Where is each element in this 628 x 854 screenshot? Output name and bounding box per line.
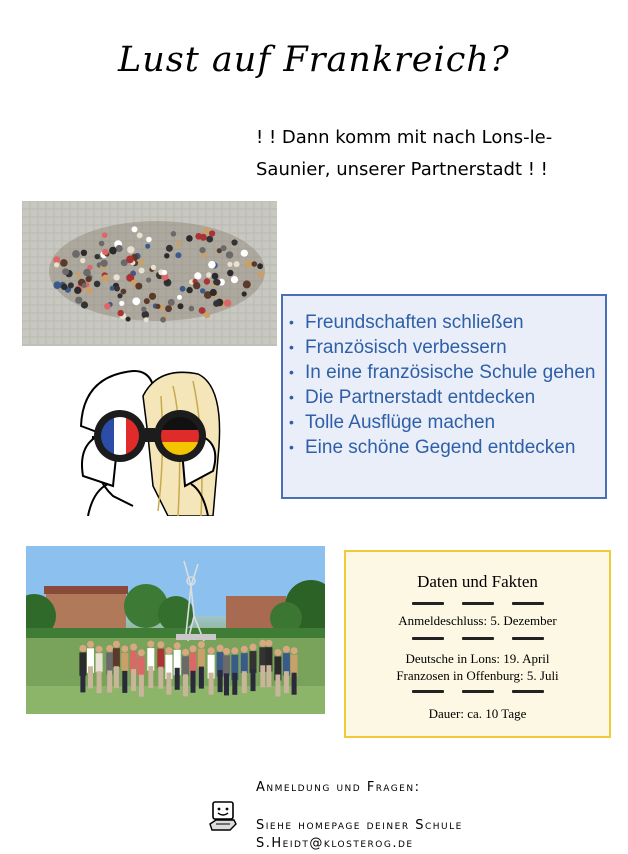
footer-email[interactable]: S.Heidt@klosterog.de <box>256 836 414 851</box>
crowd-person <box>177 295 182 300</box>
crowd-person <box>94 281 101 288</box>
crowd-person <box>213 300 220 307</box>
crowd-person-legs <box>224 673 229 695</box>
crowd-person <box>60 259 68 267</box>
crowd-person-head <box>138 649 145 656</box>
crowd-person-head <box>182 649 189 656</box>
crowd-person <box>193 282 200 289</box>
crowd-person-head <box>265 640 272 647</box>
crowd-person <box>104 303 111 310</box>
page-title: Lust auf Frankreich? <box>118 40 510 80</box>
crowd-person <box>81 250 87 256</box>
crowd-person <box>116 245 123 252</box>
crowd-person-head <box>87 641 94 648</box>
crowd-person <box>227 262 232 267</box>
benefit-item: • Tolle Ausflüge machen <box>289 412 496 433</box>
crowd-person <box>234 261 240 267</box>
crowd-person <box>53 281 61 289</box>
crowd-person <box>85 287 92 294</box>
crowd-person <box>231 276 238 283</box>
crowd-person <box>241 653 248 673</box>
crowd-person-legs <box>158 667 163 689</box>
crowd-person-legs <box>209 673 214 695</box>
crowd-person <box>74 287 81 294</box>
crowd-person-legs <box>114 666 119 688</box>
dash-divider <box>346 637 609 640</box>
crowd-person <box>82 283 87 288</box>
crowd-person <box>157 649 164 669</box>
crowd-person-head <box>198 641 205 648</box>
crowd-person <box>96 653 103 672</box>
crowd-person-legs <box>284 671 289 693</box>
benefit-item: • In eine französische Schule gehen <box>289 362 596 383</box>
facts-title: Daten und Fakten <box>417 572 538 591</box>
crowd-person-head <box>291 647 298 654</box>
crowd-person <box>151 265 156 270</box>
crowd-person <box>257 263 263 269</box>
crowd-person <box>118 310 124 316</box>
crowd-person <box>135 283 142 290</box>
crowd-person <box>132 297 140 305</box>
crowd-person <box>171 231 177 237</box>
crowd-person-head <box>274 649 281 656</box>
benefit-text: Eine schöne Gegend entdecken <box>305 437 576 458</box>
crowd-person <box>189 306 195 312</box>
crowd-person-legs <box>251 669 256 691</box>
crowd-person <box>242 291 247 296</box>
fact-duration: Dauer: ca. 10 Tage <box>428 706 527 721</box>
crowd-person-head <box>130 644 137 651</box>
crowd-person <box>145 244 150 249</box>
fact-deadline: Anmeldeschluss: 5. Dezember <box>398 613 557 628</box>
crowd-person-legs <box>275 675 280 697</box>
crowd-person <box>223 655 230 675</box>
crowd-person <box>119 301 124 306</box>
benefit-text: Tolle Ausflüge machen <box>305 412 496 433</box>
crowd-person <box>75 297 82 304</box>
benefit-item: • Französisch verbessern <box>289 337 507 358</box>
crowd-person-legs <box>107 671 112 693</box>
crowd-person-legs <box>131 669 136 691</box>
crowd-person <box>182 656 189 676</box>
crowd-person <box>72 250 80 258</box>
crowd-person <box>54 262 59 267</box>
crowd-person <box>102 275 109 282</box>
crowd-person <box>141 307 146 312</box>
crowd-person <box>162 270 167 275</box>
crowd-person <box>186 287 192 293</box>
crowd-person-head <box>121 645 128 652</box>
crowd-person <box>83 269 91 277</box>
group-photo-square <box>22 201 277 346</box>
crowd-person <box>81 301 88 308</box>
crowd-person-head <box>106 645 113 652</box>
crowd-person <box>132 226 138 232</box>
crowd-person <box>208 261 216 269</box>
crowd-person <box>95 254 100 259</box>
crowd-person <box>186 235 193 242</box>
crowd-person <box>113 274 119 280</box>
crowd-person-legs <box>199 667 204 689</box>
crowd-person <box>164 253 169 258</box>
crowd-person-legs <box>232 673 237 695</box>
crowd-person <box>121 653 128 671</box>
crowd-person <box>102 232 108 238</box>
crowd-person <box>200 234 207 241</box>
crowd-person <box>61 284 67 290</box>
dash-divider <box>346 690 609 693</box>
fact-french: Franzosen in Offenburg: 5. Juli <box>396 668 559 683</box>
computer-icon <box>208 800 238 832</box>
crowd-person <box>166 245 173 252</box>
crowd-person <box>224 299 231 306</box>
crowd-person-head <box>231 647 238 654</box>
crowd-person <box>114 286 120 292</box>
crowd-person <box>203 228 210 235</box>
crowd-person-head <box>174 642 181 649</box>
crowd-person <box>137 233 143 239</box>
crowd-person <box>243 280 251 288</box>
crowd-person-legs <box>166 673 171 695</box>
crowd-person <box>86 276 92 282</box>
crowd-person <box>155 304 160 309</box>
crowd-person <box>209 230 215 236</box>
crowd-person <box>168 299 175 306</box>
crowd-person <box>200 288 205 293</box>
crowd-person <box>138 259 144 265</box>
group-photo-square-image <box>22 201 277 346</box>
benefit-item: • Die Partnerstadt entdecken <box>289 387 536 408</box>
crowd-person <box>226 251 233 258</box>
crowd-person <box>146 237 152 243</box>
dash-divider <box>346 602 609 605</box>
crowd-person <box>144 298 150 304</box>
crowd-person-legs <box>80 670 85 692</box>
crowd-person-legs <box>183 674 188 696</box>
crowd-person-legs <box>139 675 144 697</box>
crowd-person <box>76 273 81 278</box>
crowd-person-head <box>79 645 86 652</box>
crowd-person-legs <box>266 665 271 687</box>
crowd-person <box>198 649 205 668</box>
crowd-person <box>127 246 134 253</box>
crowd-person-legs <box>122 671 127 693</box>
crowd-person <box>241 250 248 257</box>
crowd-person <box>210 289 217 296</box>
crowd-person-head <box>250 644 257 651</box>
binocular-illustration <box>73 366 223 516</box>
crowd-person <box>194 272 201 279</box>
crowd-person-head <box>165 647 172 654</box>
crowd-person <box>121 289 127 295</box>
crowd-person <box>199 307 206 314</box>
crowd-person <box>178 303 184 309</box>
crowd-person <box>68 282 74 288</box>
crowd-person <box>206 272 211 277</box>
crowd-person <box>126 317 131 322</box>
crowd-person-head <box>96 646 103 653</box>
group-photo-park-image <box>26 546 325 714</box>
crowd-person <box>146 277 151 282</box>
benefits-list <box>289 310 597 460</box>
crowd-person <box>257 271 264 278</box>
facts-box <box>344 550 611 738</box>
crowd-person <box>109 247 117 255</box>
crowd-person <box>100 260 107 267</box>
crowd-person-head <box>241 646 248 653</box>
crowd-person <box>206 236 213 243</box>
crowd-person-legs <box>218 670 223 692</box>
crowd-person-legs <box>242 671 247 693</box>
crowd-person <box>231 239 237 245</box>
crowd-person-head <box>259 640 266 647</box>
crowd-person-head <box>223 648 230 655</box>
crowd-person <box>199 247 205 253</box>
crowd-person <box>138 657 145 676</box>
crowd-person <box>117 293 122 298</box>
crowd-person <box>175 252 181 258</box>
crowd-person <box>142 311 150 319</box>
crowd-person <box>160 317 166 323</box>
crowd-person <box>144 317 149 322</box>
footer-heading: Anmeldung und Fragen: <box>256 780 421 795</box>
crowd-person <box>221 245 227 251</box>
crowd-person <box>190 653 197 674</box>
crowd-person <box>62 268 69 275</box>
crowd-person <box>102 249 108 255</box>
crowd-person-legs <box>260 665 265 687</box>
fact-germans: Deutsche in Lons: 19. April <box>405 651 550 666</box>
crowd-person <box>252 261 258 267</box>
benefit-item: • Eine schöne Gegend entdecken <box>289 437 576 458</box>
crowd-person <box>212 273 219 280</box>
crowd-person <box>99 241 105 247</box>
benefit-text: In eine französische Schule gehen <box>305 362 596 383</box>
crowd-person <box>113 648 120 667</box>
crowd-person-head <box>113 641 120 648</box>
crowd-person-legs <box>191 671 196 693</box>
crowd-person-legs <box>148 666 153 688</box>
crowd-person-legs <box>97 671 102 693</box>
crowd-person-head <box>147 641 154 648</box>
crowd-person <box>245 260 253 268</box>
crowd-person <box>110 286 115 291</box>
crowd-person <box>176 241 181 246</box>
crowd-person <box>227 270 233 276</box>
benefit-text: Freundschaften schließen <box>305 312 524 333</box>
crowd-person-head <box>283 646 290 653</box>
benefit-text: Französisch verbessern <box>305 337 507 358</box>
crowd-person-head <box>157 641 164 648</box>
footer-homepage-note: Siehe homepage deiner Schule <box>256 818 463 833</box>
crowd-person-head <box>190 645 197 652</box>
crowd-person <box>213 279 219 285</box>
subtitle: ! ! Dann komm mit nach Lons-le-Saunier, unserer Partnerstadt ! ! <box>256 127 553 180</box>
benefit-item: • Freundschaften schließen <box>289 312 524 333</box>
crowd-person-legs <box>175 668 180 690</box>
crowd-person <box>80 258 85 263</box>
crowd-person-head <box>208 647 215 654</box>
crowd-person-legs <box>292 673 297 695</box>
crowd-person <box>165 305 172 312</box>
crowd-person-legs <box>88 666 93 688</box>
crowd-person <box>126 256 134 264</box>
crowd-person <box>204 278 210 284</box>
crowd-person <box>53 256 60 263</box>
benefits-box <box>281 294 607 499</box>
crowd-person <box>149 293 156 300</box>
benefit-text: Die Partnerstadt entdecken <box>305 387 536 408</box>
crowd-person <box>139 268 145 274</box>
crowd-person <box>180 286 186 292</box>
crowd-person-head <box>217 645 224 652</box>
group-photo-park <box>26 546 325 714</box>
